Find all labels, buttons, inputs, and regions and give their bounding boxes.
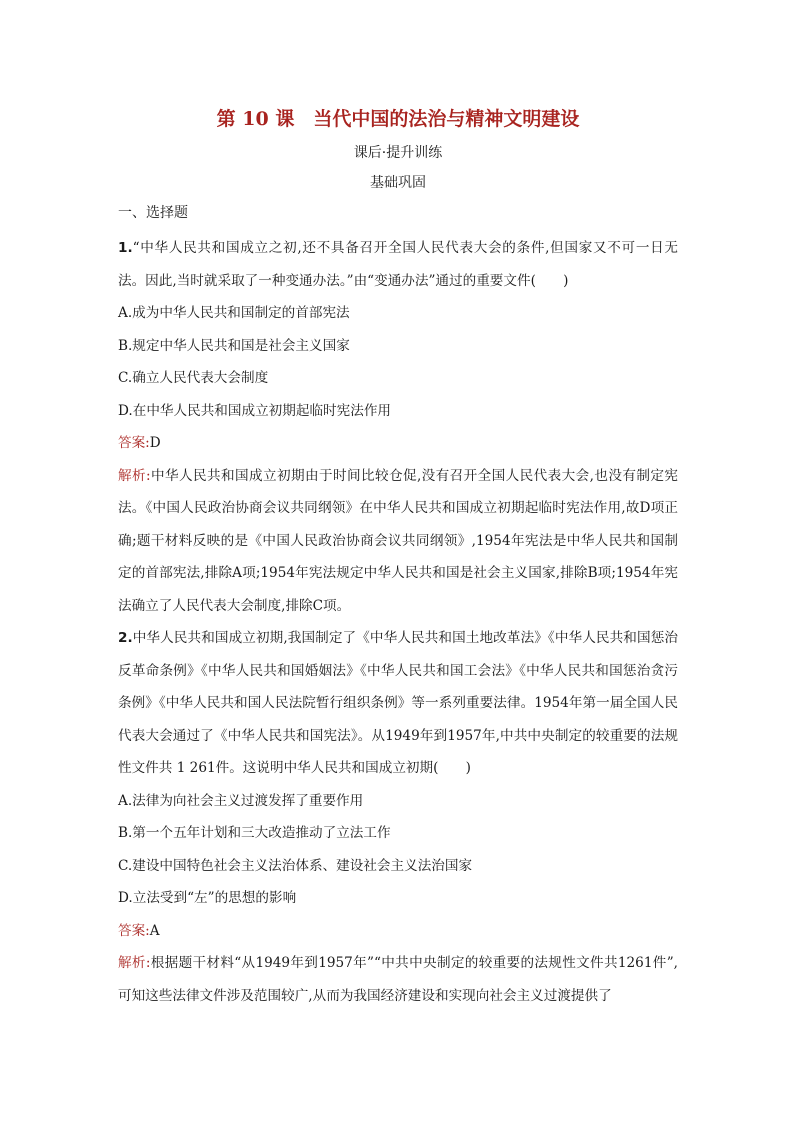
question-number: 1. [118,240,133,256]
lesson-subtitle: 课后·提升训练 [353,145,443,161]
explanation-label: 解析: [118,955,151,971]
part-heading: 一、选择题 [118,205,188,221]
answer-value: A [149,922,160,939]
question-text: 中华人民共和国成立初期,我国制定了《中华人民共和国土地改革法》《中华人民共和国惩治反革命条例》《中华人民共和国婚姻法》《中华人民共和国工会法》《中华人民共和国惩治贪污条例》《中华人民共和国人民法院暂行组织条例》等一系列重要法律。1954年第一届全国人民代表大会通过了《中华人民共和国宪法》。从1949年到1957年,中共中央制定的较重要的法规性文件共 1 261件。这说明中华人民共和国成立初期( ) [118,630,678,776]
lesson-title: 第 10 课 当代中国的法治与精神文明建设 [216,108,580,130]
question-stem [118,232,678,297]
question-2 [118,622,678,1012]
option-b: B.规定中华人民共和国是社会主义国家 [118,337,350,354]
option-b: B.第一个五年计划和三大改造推动了立法工作 [118,825,391,841]
explanation-text: 中华人民共和国成立初期由于时间比较仓促,没有召开全国人民代表大会,也没有制定宪法。《中国人民政治协商会议共同纲领》在中华人民共和国成立初期起临时宪法作用,故D项正确;题干材料反映的是《中国人民政治协商会议共同纲领》,1954年宪法是中华人民共和国制定的首部宪法,排除A项;1954年宪法规定中华人民共和国是社会主义国家,排除B项;1954年宪法确立了人民代表大会制度,排除C项。 [118,467,678,614]
option-d: D.在中华人民共和国成立初期起临时宪法作用 [118,402,392,419]
explanation [118,460,678,623]
explanation-label: 解析: [118,467,151,484]
question-1 [118,232,678,622]
answer-value: D [149,435,161,451]
answer-label: 答案: [118,435,150,451]
option-d: D.立法受到“左”的思想的影响 [118,890,297,906]
option-c: C.确立人民代表大会制度 [118,370,269,386]
question-number: 2. [118,630,133,646]
option-a: A.成为中华人民共和国制定的首部宪法 [118,305,350,321]
explanation-text: 根据题干材料“从1949年到1957年”“中共中央制定的较重要的法规性文件共1261件”,可知这些法律文件涉及范围较广,从而为我国经济建设和实现向社会主义过渡提供了 [118,955,678,1004]
question-text: “中华人民共和国成立之初,还不具备召开全国人民代表大会的条件,但国家又不可一日无法。因此,当时就采取了一种变通办法。”由“变通办法”通过的重要文件( ) [118,240,678,289]
answer-line [118,915,678,948]
answer-label: 答案: [118,922,150,939]
section-title: 基础巩固 [370,175,426,191]
explanation [118,947,678,1012]
answer-line [118,427,678,460]
option-c: C.建设中国特色社会主义法治体系、建设社会主义法治国家 [118,857,473,874]
option-a: A.法律为向社会主义过渡发挥了重要作用 [118,792,364,809]
question-stem [118,622,678,785]
